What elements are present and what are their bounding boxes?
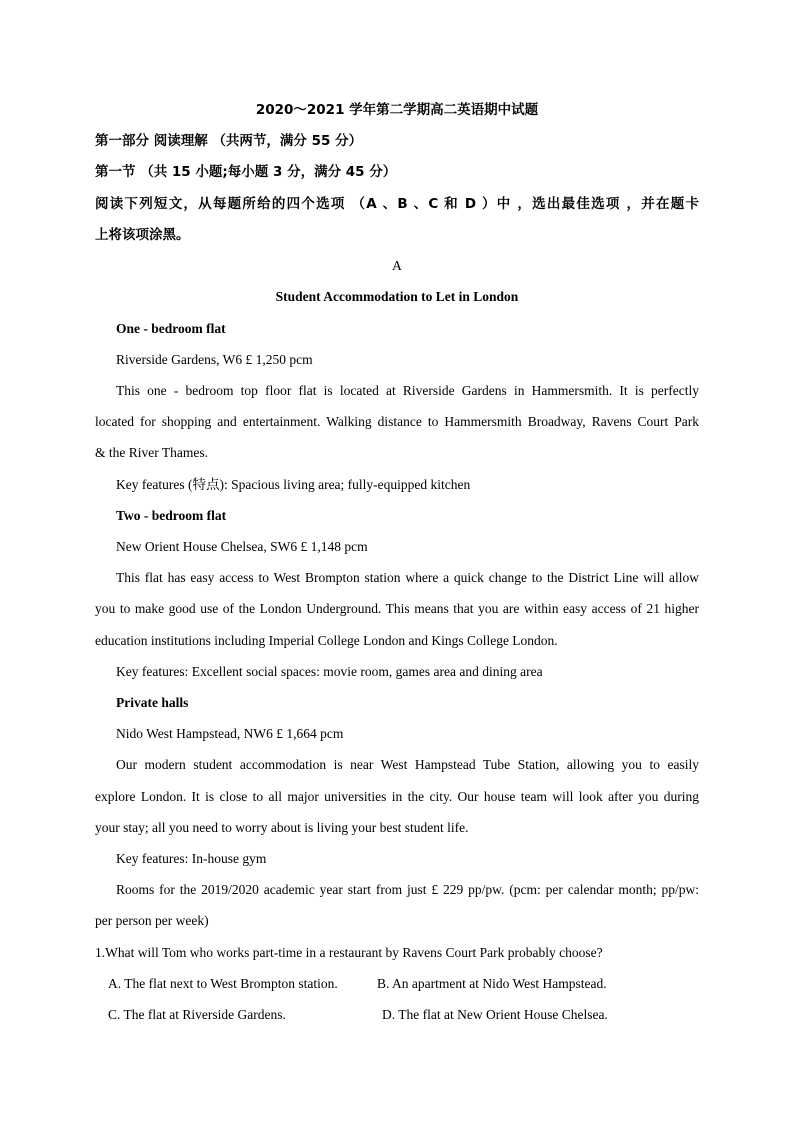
- part-one-heading: 第一部分 阅读理解 （共两节，满分 55 分）: [95, 133, 363, 149]
- listing-description-line: This flat has easy access to West Brompton station where a quick change to the District Line will allow: [116, 570, 699, 585]
- listing-description-line: education institutions including Imperial College London and Kings College London.: [95, 633, 558, 648]
- listing-description-line: located for shopping and entertainment. Walking distance to Hammersmith Broadway, Ravens Court Park: [95, 414, 699, 429]
- pricing-note-line: per person per week): [95, 913, 209, 928]
- listing-description-line: you to make good use of the London Underground. This means that you are within easy access of 21 higher: [95, 601, 699, 616]
- listing-address: Nido West Hampstead, NW6 £ 1,664 pcm: [116, 726, 344, 741]
- listing-address: New Orient House Chelsea, SW6 £ 1,148 pcm: [116, 539, 368, 554]
- option-d: D. The flat at New Orient House Chelsea.: [382, 1007, 608, 1022]
- option-b: B. An apartment at Nido West Hampstead.: [377, 976, 607, 991]
- option-a: A. The flat next to West Brompton station.: [108, 976, 338, 991]
- instruction-line-1: 阅读下列短文，从每题所给的四个选项 （A 、B 、C 和 D ）中 ，选出最佳选项 ，并在题卡: [95, 196, 699, 212]
- question-stem: 1.What will Tom who works part-time in a restaurant by Ravens Court Park probably choose?: [95, 945, 603, 960]
- listing-description-line: & the River Thames.: [95, 445, 208, 460]
- listing-heading: Two - bedroom flat: [116, 508, 227, 523]
- pricing-note-line: Rooms for the 2019/2020 academic year start from just £ 229 pp/pw. (pcm: per calendar month; pp/pw:: [116, 882, 699, 897]
- listing-description-line: explore London. It is close to all major universities in the city. Our house team will look after you during: [95, 789, 699, 804]
- section-one-heading: 第一节 （共 15 小题;每小题 3 分，满分 45 分）: [95, 164, 397, 180]
- passage-title: Student Accommodation to Let in London: [275, 289, 519, 304]
- instruction-line-2: 上将该项涂黑。: [95, 227, 190, 243]
- listing-features: Key features: Excellent social spaces: movie room, games area and dining area: [116, 664, 543, 679]
- listing-description-line: Our modern student accommodation is near West Hampstead Tube Station, allowing you to easily: [116, 757, 699, 772]
- passage-letter: A: [392, 258, 402, 273]
- listing-description-line: your stay; all you need to worry about is living your best student life.: [95, 820, 469, 835]
- listing-heading: One - bedroom flat: [116, 321, 226, 336]
- option-c: C. The flat at Riverside Gardens.: [108, 1007, 286, 1022]
- listing-description-line: This one - bedroom top floor flat is located at Riverside Gardens in Hammersmith. It is perfectly: [116, 383, 699, 398]
- listing-features: Key features (特点): Spacious living area; fully-equipped kitchen: [116, 477, 471, 492]
- listing-address: Riverside Gardens, W6 £ 1,250 pcm: [116, 352, 313, 367]
- exam-title: 2020～2021 学年第二学期高二英语期中试题: [255, 102, 539, 118]
- listing-heading: Private halls: [116, 695, 189, 710]
- listing-features: Key features: In-house gym: [116, 851, 267, 866]
